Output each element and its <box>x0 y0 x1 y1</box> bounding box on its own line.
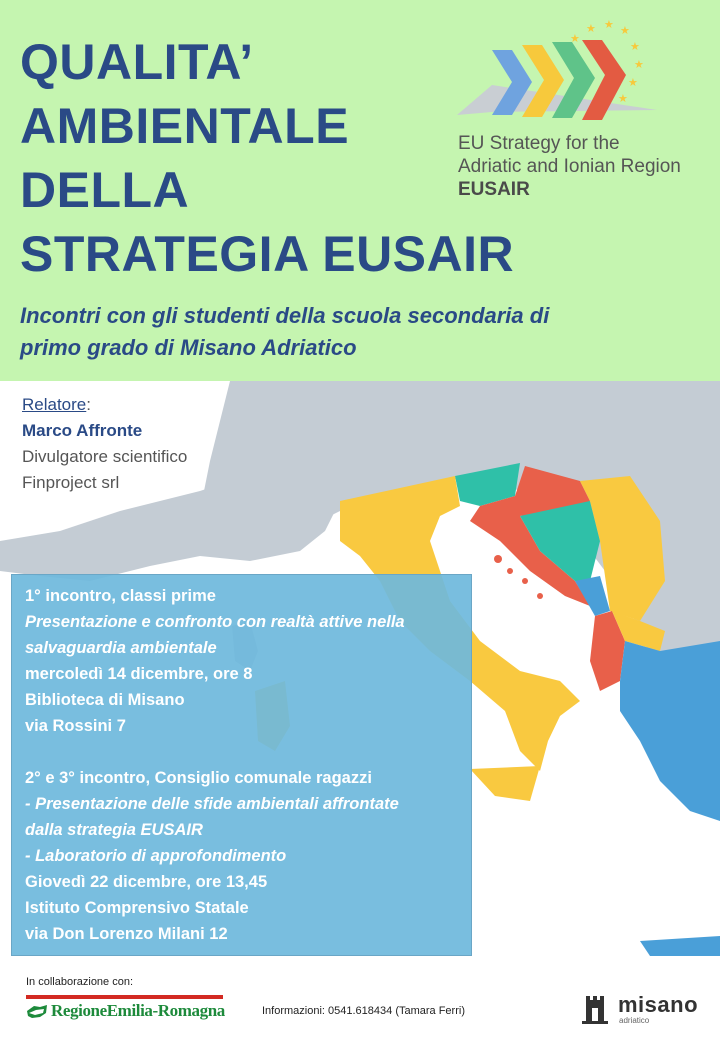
logo-line-3: EUSAIR <box>458 179 530 200</box>
event1-desc-2: salvaguardia ambientale <box>25 639 217 657</box>
svg-text:★: ★ <box>620 25 630 37</box>
page-title <box>20 30 515 286</box>
event2-address: via Don Lorenzo Milani 12 <box>25 925 228 943</box>
rer-region-icon <box>26 1003 48 1021</box>
title-line-4: STRATEGIA EUSAIR <box>20 226 515 282</box>
spacer <box>25 739 459 765</box>
event2-place: Istituto Comprensivo Statale <box>25 899 249 917</box>
speaker-block <box>22 392 322 496</box>
event1-desc-1: Presentazione e confronto con realtà attive nella <box>25 613 405 631</box>
event2-desc-1: - Presentazione delle sfide ambientali affrontate <box>25 795 399 813</box>
rer-text: RegioneEmilia-Romagna <box>51 1001 225 1020</box>
misano-sub: adriatico <box>619 1016 650 1025</box>
regione-emilia-romagna-logo <box>26 995 226 1025</box>
title-line-3: DELLA <box>20 162 190 218</box>
svg-text:★: ★ <box>630 41 640 53</box>
title-line-1: QUALITA’ <box>20 34 254 90</box>
subtitle <box>20 300 660 364</box>
eusair-logo-icon <box>452 20 662 132</box>
speaker-name: Marco Affronte <box>22 421 143 440</box>
event1-place: Biblioteca di Misano <box>25 691 185 709</box>
speaker-label-colon: : <box>86 395 91 414</box>
event2-desc-3: - Laboratorio di approfondimento <box>25 847 287 865</box>
svg-text:★: ★ <box>618 93 628 105</box>
title-line-2: AMBIENTALE <box>20 98 350 154</box>
svg-text:★: ★ <box>634 59 644 71</box>
eusair-logo-text <box>458 132 718 201</box>
svg-text:★: ★ <box>604 20 614 31</box>
logo-line-1: EU Strategy for the <box>458 133 620 154</box>
speaker-label: Relatore <box>22 395 87 414</box>
speaker-role: Divulgatore scientifico <box>22 447 188 466</box>
event1-date: mercoledì 14 dicembre, ore 8 <box>25 665 253 683</box>
svg-text:★: ★ <box>570 33 580 45</box>
event1-address: via Rossini 7 <box>25 717 126 735</box>
speaker-company: Finproject srl <box>22 473 120 492</box>
event2-heading: 2° e 3° incontro, Consiglio comunale ragazzi <box>25 769 372 787</box>
event1-heading: 1° incontro, classi prime <box>25 587 216 605</box>
svg-text:★: ★ <box>628 77 638 89</box>
misano-adriatico-logo <box>582 992 712 1028</box>
misano-tower-icon <box>582 994 608 1024</box>
subtitle-line-1: Incontri con gli studenti della scuola secondaria di <box>20 303 550 328</box>
svg-text:★: ★ <box>586 23 596 35</box>
logo-line-2: Adriatic and Ionian Region <box>458 156 681 177</box>
event2-date: Giovedì 22 dicembre, ore 13,45 <box>25 873 268 891</box>
rer-red-bar <box>26 995 223 999</box>
event2-desc-2: dalla strategia EUSAIR <box>25 821 203 839</box>
info-contact: Informazioni: 0541.618434 (Tamara Ferri) <box>262 1005 465 1017</box>
subtitle-line-2: primo grado di Misano Adriatico <box>20 335 357 360</box>
misano-name: misano <box>618 992 699 1017</box>
collaboration-label: In collaborazione con: <box>26 976 134 988</box>
events-box <box>11 574 472 956</box>
